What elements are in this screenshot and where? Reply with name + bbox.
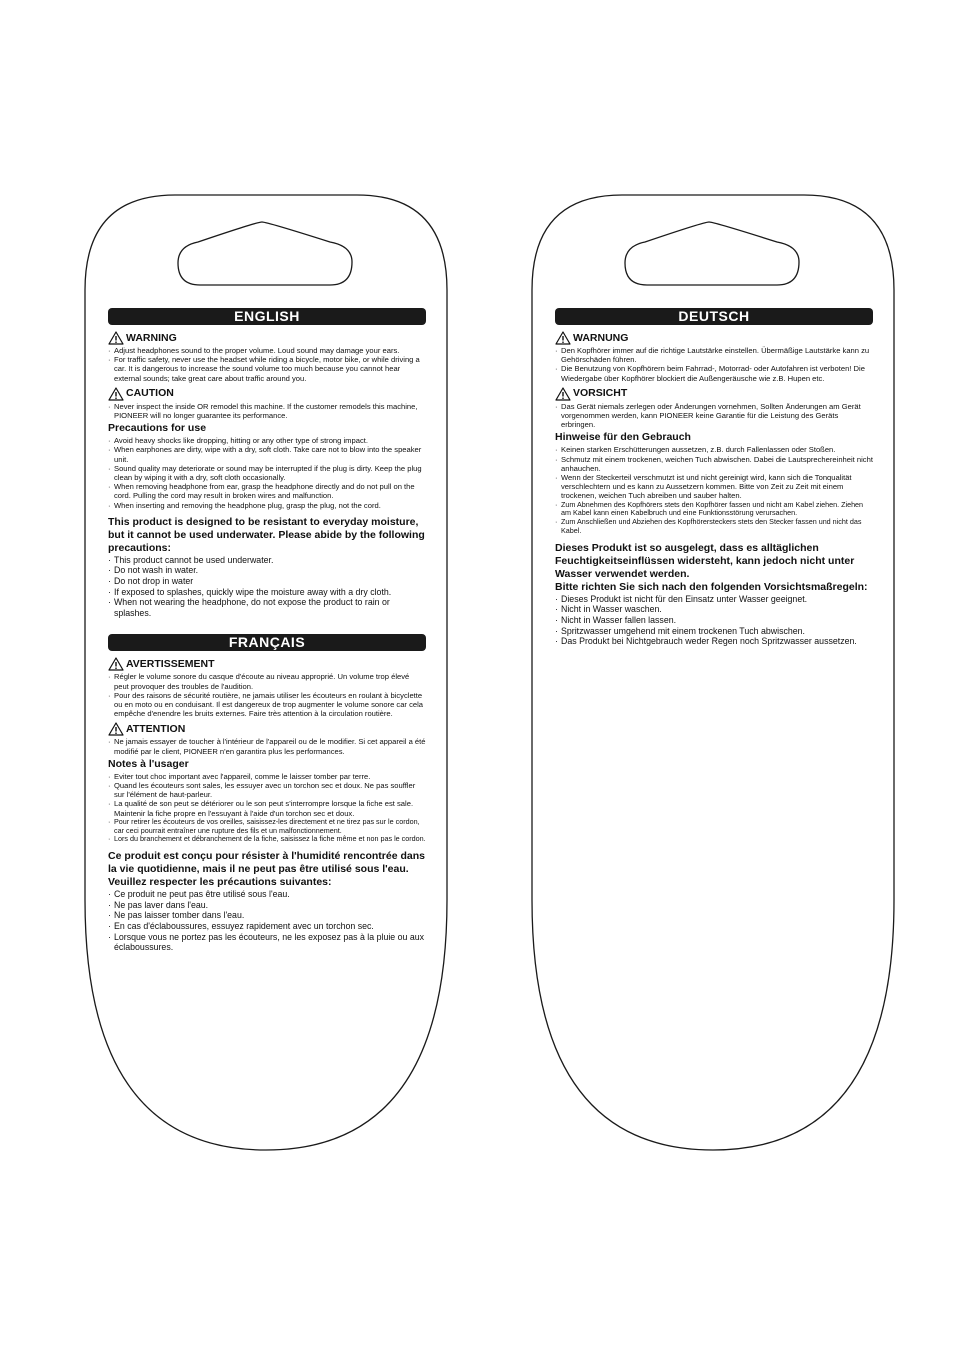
warning-triangle-icon <box>555 331 571 345</box>
francais-precautions-list-small <box>108 818 426 844</box>
english-moisture-list <box>108 555 426 619</box>
warning-triangle-icon <box>108 331 124 345</box>
list-item: · Quand les écouteurs sont sales, les essuyer avec un torchon sec et doux. Ne pas souffler sur l'élément de haut-parleur. <box>108 781 426 799</box>
list-item: · La qualité de son peut se détériorer ou le son peut s'interrompre lorsque la fiche est sale. Maintenir la fiche propre en l'essuyant à l'aide d'un torchon sec et doux. <box>108 799 426 817</box>
list-item: · Zum Anschließen und Abziehen des Kopfhörersteckers stets den Stecker fassen und nicht das Kabel. <box>555 518 873 536</box>
list-item: · Wenn der Steckerteil verschmutzt ist und nicht gereinigt wird, kann sich die Tonqualität verschlechtern und es kann zu Aussetzern kommen. Bitte von Zeit zu Zeit mit einem trockenen, weichen Tuch abreiben und sauber halten. <box>555 473 873 501</box>
deutsch-warning-label: WARNUNG <box>573 331 629 344</box>
list-item: · Spritzwasser umgehend mit einem trockenen Tuch abwischen. <box>555 626 873 637</box>
deutsch-precautions-heading: Hinweise für den Gebrauch <box>555 431 691 444</box>
francais-moisture-intro: Ce produit est conçu pour résister à l'humidité rencontrée dans la vie quotidienne, mais il ne peut pas être utilisé sous l'eau. <box>108 850 425 876</box>
list-item: · When not wearing the headphone, do not expose the product to rain or splashes. <box>108 597 426 618</box>
list-item: · Nicht in Wasser waschen. <box>555 604 873 615</box>
warning-triangle-icon <box>108 387 124 401</box>
francais-warning-label: AVERTISSEMENT <box>126 657 215 670</box>
list-item: · Ce produit ne peut pas être utilisé sous l'eau. <box>108 889 426 900</box>
english-warning-label: WARNING <box>126 331 177 344</box>
deutsch-precautions-list <box>555 445 873 500</box>
warning-triangle-icon <box>108 722 124 736</box>
list-item: · Zum Abnehmen des Kopfhörers stets den Kopfhörer fassen und nicht am Kabel ziehen. Ziehen am Kabel kann einen Kabelbruch und eine Funktionsstörung verursachen. <box>555 501 873 519</box>
list-item: · For traffic safety, never use the headset while riding a bicycle, motor bike, or while driving a car. It is dangerous to increase the sound volume too much because you cannot hear external sounds; take great care about traffic around you. <box>108 355 426 383</box>
list-item: · Lorsque vous ne portez pas les écouteurs, ne les exposez pas à la pluie ou aux éclaboussures. <box>108 932 426 953</box>
right-tag-content <box>555 308 873 647</box>
list-item: · Eviter tout choc important avec l'appareil, comme le laisser tomber par terre. <box>108 772 426 781</box>
list-item: · Avoid heavy shocks like dropping, hitting or any other type of strong impact. <box>108 436 426 445</box>
english-warning-list <box>108 346 426 383</box>
list-item: · Die Benutzung von Kopfhörern beim Fahrrad-, Motorrad- oder Autofahren ist verboten! Die Wiedergabe über Kopfhörer blockiert die Außengeräusche wie z.B. Hupen etc. <box>555 364 873 382</box>
english-moisture-intro: This product is designed to be resistant to everyday moisture, but it cannot be used underwater. Please abide by the following precautions: <box>108 515 425 554</box>
deutsch-banner: DEUTSCH <box>555 308 873 325</box>
deutsch-warning-heading <box>555 331 873 345</box>
deutsch-caution-label: VORSICHT <box>573 387 628 400</box>
list-item: · Régler le volume sonore du casque d'écoute au niveau approprié. Un volume trop élevé peut provoquer des troubles de l'audition. <box>108 672 426 690</box>
list-item: · Adjust headphones sound to the proper volume. Loud sound may damage your ears. <box>108 346 426 355</box>
warning-triangle-icon <box>108 657 124 671</box>
deutsch-warning-list <box>555 346 873 383</box>
english-warning-heading <box>108 331 426 345</box>
francais-caution-heading <box>108 722 426 736</box>
list-item: · When earphones are dirty, wipe with a dry, soft cloth. Take care not to blow into the speaker unit. <box>108 445 426 463</box>
list-item: · Do not drop in water <box>108 576 426 587</box>
english-banner: ENGLISH <box>108 308 426 325</box>
deutsch-moisture-intro-2: Bitte richten Sie sich nach den folgenden Vorsichtsmaßregeln: <box>555 580 868 593</box>
english-caution-heading <box>108 387 426 401</box>
list-item: · Never inspect the inside OR remodel this machine. If the customer remodels this machine, PIONEER will no longer guarantee its performance. <box>108 402 426 420</box>
list-item: · Sound quality may deteriorate or sound may be interrupted if the plug is dirty. Keep the plug clean by wiping it with a dry, soft cloth occasionally. <box>108 464 426 482</box>
english-caution-label: CAUTION <box>126 387 174 400</box>
list-item: · If exposed to splashes, quickly wipe the moisture away with a dry cloth. <box>108 587 426 598</box>
list-item: · Ne jamais essayer de toucher à l'intérieur de l'appareil ou de le modifier. Si cet appareil a été modifié par le client, PIONEER n'en garantira plus les performances. <box>108 737 426 755</box>
list-item: · Ne pas laisser tomber dans l'eau. <box>108 910 426 921</box>
francais-warning-list <box>108 672 426 718</box>
francais-moisture-intro-2: Veuillez respecter les précautions suivantes: <box>108 876 332 889</box>
francais-moisture-list <box>108 889 426 953</box>
list-item: · Den Kopfhörer immer auf die richtige Lautstärke einstellen. Übermäßige Lautstärke kann zu Gehörschäden führen. <box>555 346 873 364</box>
francais-warning-heading <box>108 657 426 671</box>
deutsch-caution-heading <box>555 387 873 401</box>
list-item: · Pour des raisons de sécurité routière, ne jamais utiliser les écouteurs en roulant à bicyclette ou en moto ou en conduisant. Il est dangereux de trop augmenter le volume sonore car cela empêche d'enendre les bruits externes. Faire très attention à la circulation routière. <box>108 691 426 719</box>
left-tag-hanger-hole <box>178 222 352 285</box>
list-item: · Das Produkt bei Nichtgebrauch weder Regen noch Spritzwasser aussetzen. <box>555 636 873 647</box>
english-precautions-list <box>108 436 426 510</box>
deutsch-moisture-list <box>555 594 873 647</box>
list-item: · Do not wash in water. <box>108 565 426 576</box>
left-tag-content <box>108 308 426 953</box>
list-item: · Das Gerät niemals zerlegen oder Änderungen vornehmen, Sollten Änderungen am Gerät vorgenommen werden, kann PIONEER keine Garantie für die Leistung des Geräts erbringen. <box>555 402 873 430</box>
list-item: · Schmutz mit einem trockenen, weichen Tuch abwischen. Dabei die Lautsprechereinheit nicht anhauchen. <box>555 455 873 473</box>
deutsch-precautions-list-small <box>555 501 873 536</box>
deutsch-caution-list <box>555 402 873 430</box>
list-item: · When inserting and removing the headphone plug, grasp the plug, not the cord. <box>108 501 426 510</box>
francais-precautions-heading: Notes à l'usager <box>108 757 189 770</box>
francais-caution-list <box>108 737 426 755</box>
list-item: · En cas d'éclaboussures, essuyez rapidement avec un torchon sec. <box>108 921 426 932</box>
list-item: · This product cannot be used underwater. <box>108 555 426 566</box>
list-item: · Dieses Produkt ist nicht für den Einsatz unter Wasser geeignet. <box>555 594 873 605</box>
list-item: · Lors du branchement et débranchement de la fiche, saisissez la fiche même et non pas le cordon. <box>108 835 426 844</box>
list-item: · Ne pas laver dans l'eau. <box>108 900 426 911</box>
english-precautions-heading: Precautions for use <box>108 422 207 435</box>
francais-banner: FRANÇAIS <box>108 634 426 651</box>
francais-caution-label: ATTENTION <box>126 722 186 735</box>
right-tag-hanger-hole <box>625 222 799 285</box>
list-item: · Nicht in Wasser fallen lassen. <box>555 615 873 626</box>
warning-triangle-icon <box>555 387 571 401</box>
francais-precautions-list <box>108 772 426 818</box>
list-item: · Keinen starken Erschütterungen aussetzen, z.B. durch Fallenlassen oder Stoßen. <box>555 445 873 454</box>
english-caution-list <box>108 402 426 420</box>
list-item: · When removing headphone from ear, grasp the headphone directly and do not pull on the cord. Pulling the cord may result in broken wires and malfunction. <box>108 482 426 500</box>
list-item: · Pour retirer les écouteurs de vos oreilles, saisissez-les directement et ne tirez pas sur le cordon, car ceci pourrait entraîner une rupture des fils et un malfonctionnement. <box>108 818 426 836</box>
deutsch-moisture-intro: Dieses Produkt ist so ausgelegt, dass es alltäglichen Feuchtigkeitseinflüssen widersteht, kann jedoch nicht unter Wasser verwendet werden. <box>555 541 855 580</box>
